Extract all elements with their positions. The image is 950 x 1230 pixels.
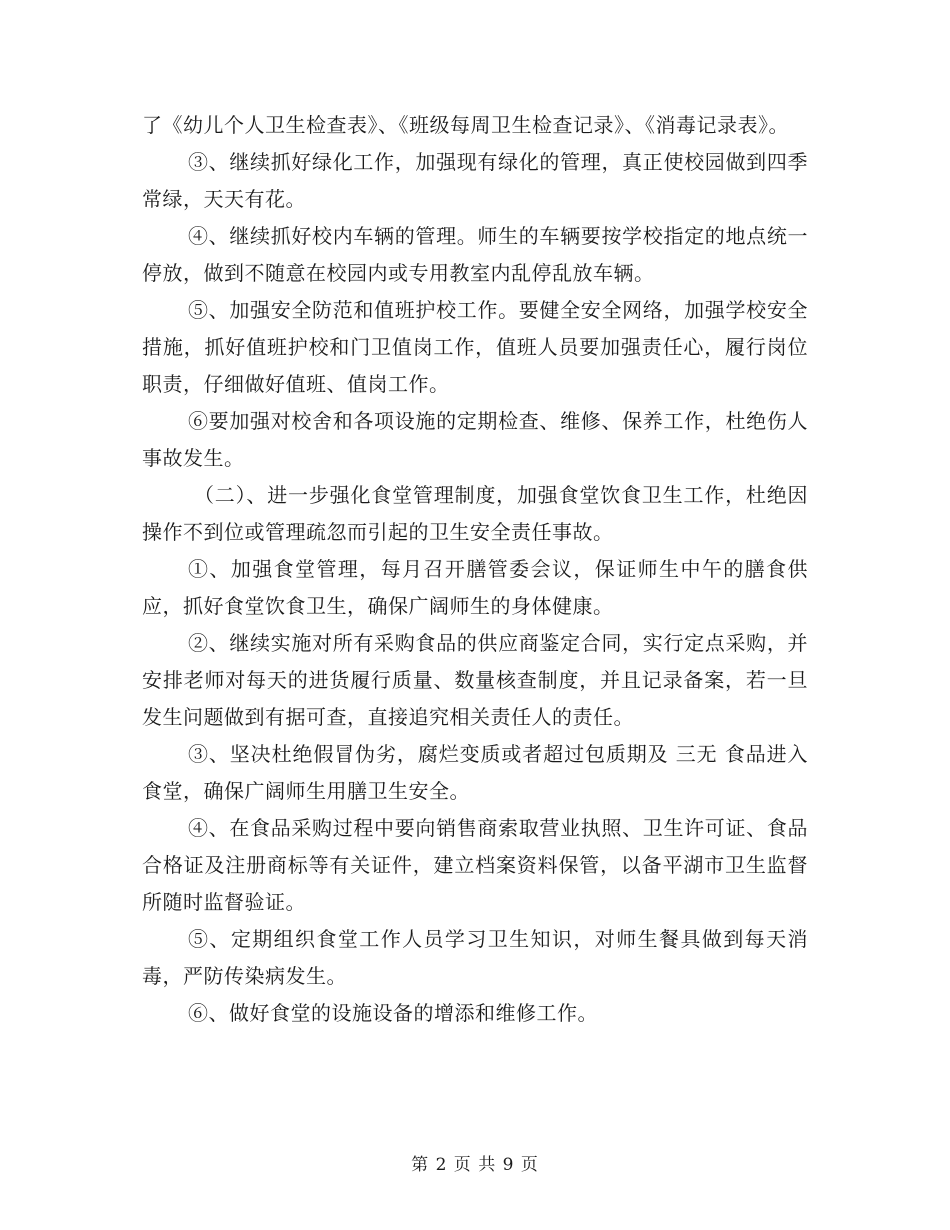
paragraph-continuation: 了《幼儿个人卫生检查表》、《班级每周卫生检查记录》、《消毒记录表》。 xyxy=(142,113,789,137)
paragraph-staff-training: ⑤、定期组织食堂工作人员学习卫生知识，对师生餐具做到每天消毒，严防传染病发生。 xyxy=(142,927,808,988)
section-heading-canteen: （二）、进一步强化食堂管理制度，加强食堂饮食卫生工作，杜绝因操作不到位或管理疏忽而引起的卫生安全责任事故。 xyxy=(142,483,808,544)
page-number-footer: 第 2 页 共 9 页 xyxy=(411,1155,539,1175)
paragraph-counterfeit-food: ③、坚决杜绝假冒伪劣，腐烂变质或者超过包质期及 三无 食品进入食堂，确保广阔师生用膳卫生安全。 xyxy=(142,742,808,803)
paragraph-facility-inspection: ⑥要加强对校舍和各项设施的定期检查、维修、保养工作，杜绝伤人事故发生。 xyxy=(142,409,808,470)
paragraph-greening: ③、继续抓好绿化工作，加强现有绿化的管理，真正使校园做到四季常绿，天天有花。 xyxy=(142,150,808,211)
paragraph-canteen-management: ①、加强食堂管理，每月召开膳管委会议，保证师生中午的膳食供应，抓好食堂饮食卫生，确保广阔师生的身体健康。 xyxy=(142,557,808,618)
paragraph-equipment-maintenance: ⑥、做好食堂的设施设备的增添和维修工作。 xyxy=(188,1001,598,1025)
paragraph-food-licenses: ④、在食品采购过程中要向销售商索取营业执照、卫生许可证、食品合格证及注册商标等有关证件，建立档案资料保管，以备平湖市卫生监督所随时监督验证。 xyxy=(142,816,808,914)
paragraph-safety-duty: ⑤、加强安全防范和值班护校工作。要健全安全网络，加强学校安全措施，抓好值班护校和门卫值岗工作，值班人员要加强责任心，履行岗位职责，仔细做好值班、值岗工作。 xyxy=(142,298,808,396)
paragraph-vehicles: ④、继续抓好校内车辆的管理。师生的车辆要按学校指定的地点统一停放，做到不随意在校园内或专用教室内乱停乱放车辆。 xyxy=(142,224,808,285)
paragraph-supplier-contracts: ②、继续实施对所有采购食品的供应商鉴定合同，实行定点采购，并安排老师对每天的进货履行质量、数量核查制度，并且记录备案，若一旦发生问题做到有据可查，直接追究相关责任人的责任。 xyxy=(142,631,808,729)
document-body xyxy=(142,107,808,1032)
